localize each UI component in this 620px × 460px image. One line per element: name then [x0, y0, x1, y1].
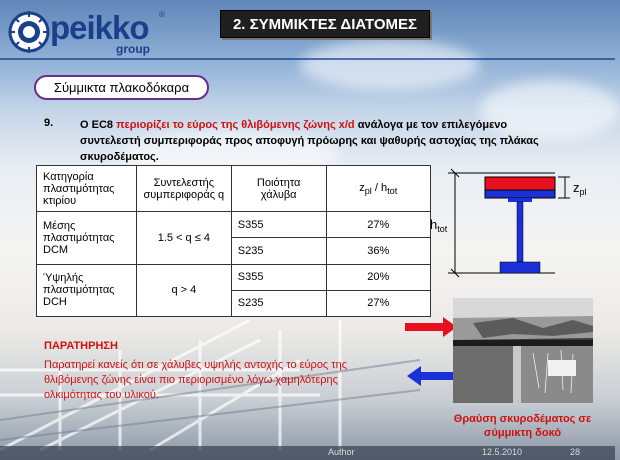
- composite-section-diagram: [430, 165, 615, 285]
- table-cell-ratio: 20%: [326, 264, 431, 290]
- table-cell-steel: S355: [231, 212, 326, 238]
- steel-top-flange: [485, 190, 555, 198]
- header-h: / h: [371, 181, 388, 194]
- ductility-table: [36, 165, 431, 317]
- item-number: 9.: [44, 117, 54, 129]
- slide-footer: [0, 446, 615, 460]
- steel-flange: [508, 198, 532, 202]
- table-header-cell: Κατηγορία πλαστιμότητας κτιρίου: [37, 166, 137, 212]
- item-text: [80, 117, 550, 165]
- slide-title: 2. ΣΥΜΜΙΚΤΕΣ ΔΙΑΤΟΜΕΣ: [220, 10, 430, 38]
- arrows-graphic: [405, 315, 460, 390]
- table-header-cell: Ποιότητα χάλυβα: [231, 166, 326, 212]
- header-divider: [0, 58, 615, 60]
- item-ec8: EC8: [91, 119, 114, 131]
- logo-subtitle: group: [116, 42, 150, 56]
- table-cell-ratio: 36%: [326, 238, 431, 264]
- table-row: [37, 264, 431, 290]
- logo-wordmark: peikko: [50, 9, 149, 46]
- table-row: [37, 212, 431, 238]
- table-cell-steel: S235: [231, 290, 326, 316]
- table-header-cell: [326, 166, 431, 212]
- steel-web: [517, 202, 523, 262]
- table-cell-ratio: 27%: [326, 290, 431, 316]
- steel-bottom-flange: [500, 262, 540, 273]
- header-z: z: [359, 181, 365, 194]
- table-cell-class: Ύψηλής πλαστιμότητας DCH: [37, 264, 137, 316]
- zpl-label: $z_{pl}$: [573, 180, 587, 197]
- item-rest: ανάλογα με τον επιλεγόμενο συντελεστή συμπεριφοράς προς αποφυγή πρόωρης και ψαθυρής αστοχίας της πλάκας σκυροδέματος.: [80, 119, 539, 163]
- red-arrow-icon: [405, 317, 457, 337]
- table-cell-ratio: 27%: [326, 212, 431, 238]
- cloud-decoration: [300, 40, 480, 90]
- htot-label: $h_{tot}$: [430, 217, 448, 234]
- table-cell-steel: S235: [231, 238, 326, 264]
- footer-date: 12.5.2010: [482, 447, 523, 457]
- header-pl: pl: [364, 185, 372, 196]
- note-text: Παρατηρεί κανείς ότι σε χάλυβες υψηλής αντοχής το εύρος της θλιβόμενης ζώνης είναι πιο περιορισμένο λόγω χαμηλότερης ολκιμότητας του υλικού.: [44, 359, 348, 401]
- logo-registered-mark: ®: [159, 10, 165, 19]
- table-header-row: [37, 166, 431, 212]
- table-cell-q: 1.5 < q ≤ 4: [136, 212, 231, 264]
- photo-caption: Θραύση σκυροδέματος σε σύμμικτη δοκό: [453, 413, 592, 439]
- table-cell-q: q > 4: [136, 264, 231, 316]
- table-header-cell: Συντελεστής συμπεριφοράς q: [136, 166, 231, 212]
- concrete-slab: [485, 177, 555, 190]
- item-highlight: περιορίζει το εύρος της θλιβόμενης ζώνης x/d: [113, 119, 355, 131]
- table-cell-class: Μέσης πλαστιμότητας DCM: [37, 212, 137, 264]
- table-cell-steel: S355: [231, 264, 326, 290]
- note-heading: ΠΑΡΑΤΗΡΗΣΗ: [44, 340, 118, 352]
- lion-emblem-icon: [8, 10, 50, 54]
- footer-page-number: 28: [570, 447, 581, 457]
- peikko-logo: [6, 6, 166, 58]
- footer-author: Author: [328, 447, 355, 457]
- slide-subtitle: Σύμμικτα πλακοδόκαρα: [34, 75, 209, 100]
- blue-arrow-icon: [407, 366, 459, 386]
- header-tot: tot: [387, 185, 398, 196]
- fracture-test-photo: [453, 298, 593, 403]
- item-lead: Ο: [80, 119, 92, 131]
